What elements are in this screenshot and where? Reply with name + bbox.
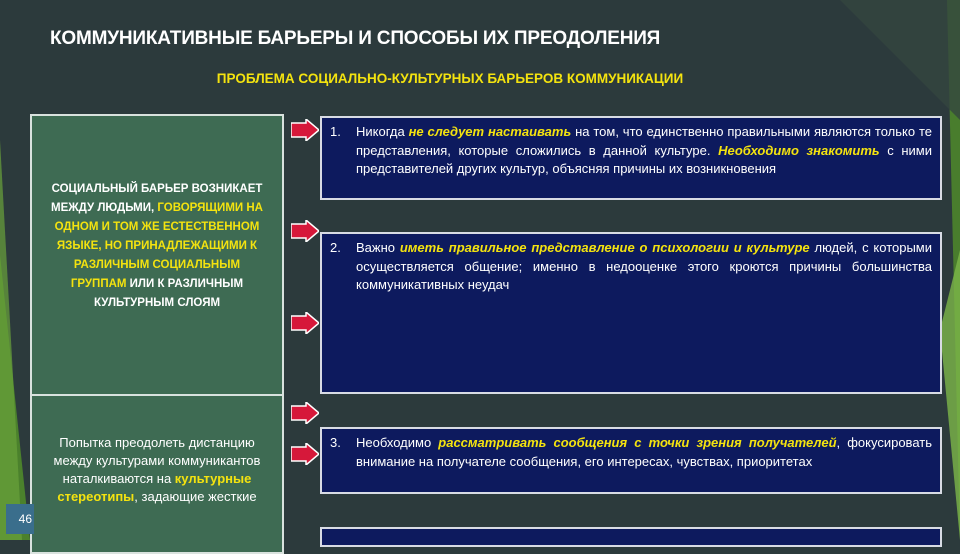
item-highlight: Необходимо знакомить: [718, 142, 880, 158]
item-text: с ними представителей других культур, объясняя причины их возникновения: [356, 142, 932, 176]
recommendation-item-4-partial: [320, 527, 942, 547]
item-text: Никогда: [356, 124, 409, 139]
item-text: , фокусировать внимание на получателе сообщения, его интересах, чувствах, приоритетах: [356, 435, 932, 469]
item-text: людей, с которыми осуществляется общение; именно в недооценке этого кроются причины большинства коммуникативных неудач: [356, 240, 932, 292]
item-number: 2.: [330, 240, 341, 255]
recommendation-item-3: [320, 427, 942, 494]
slide-title: КОММУНИКАТИВНЫЕ БАРЬЕРЫ И СПОСОБЫ ИХ ПРЕОДОЛЕНИЯ: [50, 28, 661, 49]
arrow-right-icon: [291, 220, 319, 242]
item-text: Необходимо: [356, 435, 439, 450]
social-barrier-text-a: СОЦИАЛЬНЫЙ БАРЬЕР ВОЗНИКАЕТ МЕЖДУ ЛЮДЬМИ,: [51, 183, 263, 214]
page-number: 46: [6, 504, 34, 534]
recommendation-item-2: [320, 232, 942, 394]
arrow-right-icon: [291, 312, 319, 334]
slide-subtitle: ПРОБЛЕМА СОЦИАЛЬНО-КУЛЬТУРНЫХ БАРЬЕРОВ КОММУНИКАЦИИ: [216, 71, 684, 86]
stereotypes-text-a: Попытка преодолеть дистанцию между культурами коммуникантов наталкиваются на: [53, 435, 261, 486]
arrow-right-icon: [291, 402, 319, 424]
stereotypes-text-b: , задающие жесткие: [134, 489, 257, 504]
arrow-right-icon: [291, 443, 319, 465]
stereotypes-highlight: культурные стереотипы: [57, 471, 252, 504]
arrow-right-icon: [291, 119, 319, 141]
item-number: 3.: [330, 435, 341, 450]
stereotypes-box: [30, 394, 284, 554]
recommendation-item-1: [320, 116, 942, 200]
item-highlight: не следует настаивать: [408, 124, 572, 139]
item-number: 1.: [330, 124, 341, 139]
item-text: на том, что единственно правильными являются только те представления, которые сложились в данной культуре.: [356, 124, 932, 158]
item-text: Важно: [356, 240, 400, 255]
social-barrier-box: [30, 114, 284, 396]
social-barrier-highlight: ГОВОРЯЩИМИ НА ОДНОМ И ТОМ ЖЕ ЕСТЕСТВЕННОМ ЯЗЫКЕ, НО ПРИНАДЛЕЖАЩИМИ К РАЗЛИЧНЫМ СОЦИАЛЬНЫМ ГРУППАМ: [54, 202, 263, 290]
social-barrier-text-b: ИЛИ К РАЗЛИЧНЫМ КУЛЬТУРНЫМ СЛОЯМ: [93, 278, 244, 309]
item-highlight: иметь правильное представление о психологии и культуре: [399, 240, 810, 255]
item-highlight: рассматривать сообщения с точки зрения получателей: [438, 435, 837, 450]
